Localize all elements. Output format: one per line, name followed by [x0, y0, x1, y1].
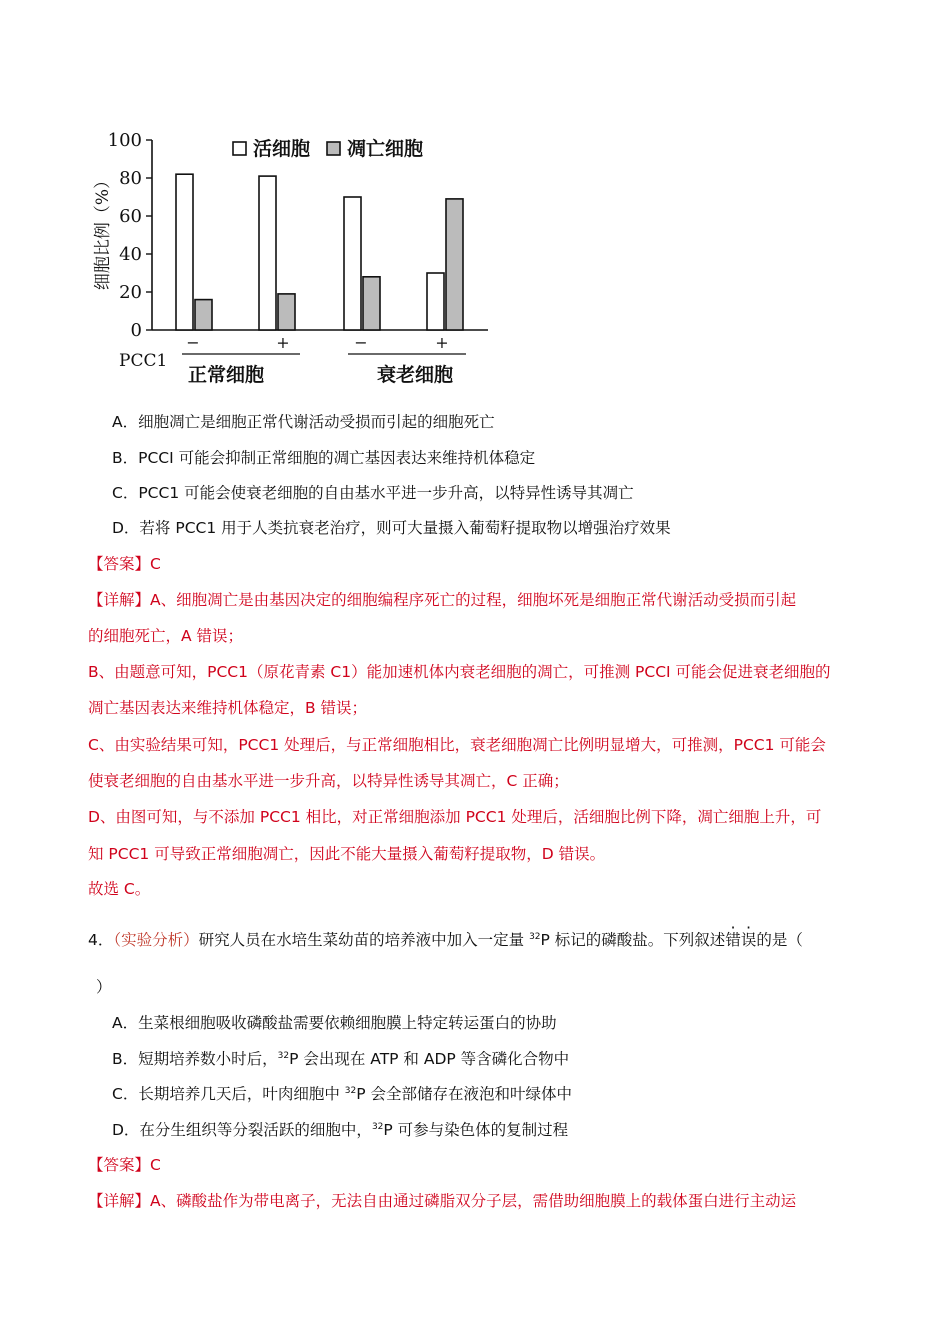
q3-explain-line-3: B、由题意可知，PCC1（原花青素 C1）能加速机体内衰老细胞的凋亡，可推测 PCCI 可能会促进衰老细胞的 [88, 663, 831, 681]
y-tick-label: 20 [119, 282, 142, 303]
q4-stem [88, 930, 803, 950]
q3-explain-line-8: 知 PCC1 可导致正常细胞凋亡，因此不能大量摄入葡萄籽提取物，D 错误。 [88, 845, 606, 863]
bar-apoptotic-2 [363, 277, 380, 330]
q4-option-b-sup: 32 [277, 1050, 290, 1061]
group-label-normal: 正常细胞 [187, 364, 265, 386]
q4-answer-label: 【答案】 [88, 1156, 151, 1174]
q4-explain-label: 【详解】 [88, 1192, 151, 1210]
legend-swatch-0 [233, 142, 246, 155]
q4-stem-part-2: P 标记的磷酸盐。下列叙述 [540, 931, 726, 949]
bar-apoptotic-0 [195, 300, 212, 330]
q4-option-c-part-2: P 会全部储存在液泡和叶绿体中 [356, 1085, 572, 1103]
bar-apoptotic-1 [278, 294, 295, 330]
q4-tag: （实验分析） [113, 931, 199, 949]
q4-option-d [112, 1120, 568, 1140]
q3-answer-value: C [150, 555, 161, 573]
q4-option-c-part-1: C．长期培养几天后，叶肉细胞中 [112, 1085, 345, 1103]
q4-emphasis-cuo: 错 [725, 931, 741, 949]
y-tick-label: 40 [119, 244, 142, 265]
q3-explain-line-2: 的细胞死亡，A 错误； [88, 627, 244, 645]
q4-stem-part-3: 的是（ [756, 931, 803, 949]
q4-emphasis-wu: 误 [740, 931, 757, 949]
q3-option-d: D．若将 PCC1 用于人类抗衰老治疗，则可大量摄入葡萄籽提取物以增强治疗效果 [112, 519, 671, 537]
q4-option-b-part-1: B．短期培养数小时后， [112, 1050, 278, 1068]
q4-option-b [112, 1049, 569, 1069]
row-label-pcc1: PCC1 [119, 351, 168, 371]
q4-isotope-sup: 32 [529, 931, 541, 942]
q4-answer [88, 1155, 161, 1175]
q4-answer-value: C [150, 1156, 161, 1174]
q4-option-d-sup: 32 [371, 1121, 384, 1132]
y-tick-label: 60 [119, 206, 142, 227]
y-tick-label: 100 [107, 130, 142, 151]
bar-live-1 [259, 176, 276, 330]
q3-explain-line-6: 使衰老细胞的自由基水平进一步升高，以特异性诱导其凋亡，C 正确； [88, 772, 569, 790]
q3-explain-line-1 [88, 590, 796, 610]
q3-explain-line-4: 凋亡基因表达来维持机体稳定，B 错误； [88, 699, 368, 717]
q3-option-c: C．PCC1 可能会使衰老细胞的自由基水平进一步升高，以特异性诱导其凋亡 [112, 484, 634, 502]
q4-option-a: A．生菜根细胞吸收磷酸盐需要依赖细胞膜上特定转运蛋白的协助 [112, 1014, 557, 1032]
bar-live-3 [427, 273, 444, 330]
q4-stem-part-1: 研究人员在水培生菜幼苗的培养液中加入一定量 [198, 931, 530, 949]
y-axis-label: 细胞比例（%） [93, 171, 113, 291]
y-tick-label: 80 [119, 168, 142, 189]
group-label-senescent: 衰老细胞 [376, 364, 454, 386]
legend-label-1: 凋亡细胞 [347, 138, 424, 160]
q3-option-b: B．PCCI 可能会抑制正常细胞的凋亡基因表达来维持机体稳定 [112, 449, 536, 467]
category-label-3: + [435, 333, 449, 352]
q3-explain-label: 【详解】 [88, 591, 151, 609]
cell-ratio-bar-chart [90, 122, 510, 397]
legend-swatch-1 [327, 142, 340, 155]
q3-explain-text-1: A、细胞凋亡是由基因决定的细胞编程序死亡的过程，细胞坏死是细胞正常代谢活动受损而引起 [150, 591, 797, 609]
category-label-1: + [276, 333, 290, 352]
bar-apoptotic-3 [446, 199, 463, 330]
q3-explain-line-5: C、由实验结果可知，PCC1 处理后，与正常细胞相比，衰老细胞凋亡比例明显增大，可推测，PCC1 可能会 [88, 736, 826, 754]
q3-answer [88, 554, 161, 574]
q4-explain-text-1: A、磷酸盐作为带电离子，无法自由通过磷脂双分子层，需借助细胞膜上的载体蛋白进行主动运 [150, 1192, 797, 1210]
category-label-0: − [186, 333, 200, 352]
bar-live-0 [176, 174, 193, 330]
q4-option-d-part-1: D．在分生组织等分裂活跃的细胞中， [112, 1121, 372, 1139]
q3-explain-line-7: D、由图可知，与不添加 PCC1 相比，对正常细胞添加 PCC1 处理后，活细胞比例下降，凋亡细胞上升，可 [88, 808, 822, 826]
y-tick-label: 0 [130, 320, 142, 341]
q3-option-a: A．细胞凋亡是细胞正常代谢活动受损而引起的细胞死亡 [112, 413, 495, 431]
category-label-2: − [354, 333, 368, 352]
bar-live-2 [344, 197, 361, 330]
q4-option-c [112, 1084, 572, 1104]
legend-label-0: 活细胞 [253, 138, 311, 160]
q4-option-c-sup: 32 [344, 1085, 357, 1096]
q4-option-b-part-2: P 会出现在 ATP 和 ADP 等含磷化合物中 [289, 1050, 570, 1068]
q3-answer-label: 【答案】 [88, 555, 151, 573]
q4-explain-line-1 [88, 1191, 796, 1211]
q4-option-d-part-2: P 可参与染色体的复制过程 [383, 1121, 569, 1139]
q4-stem-close: ） [96, 978, 112, 996]
q4-number: 4． [88, 931, 114, 949]
q3-conclusion: 故选 C。 [88, 880, 151, 898]
